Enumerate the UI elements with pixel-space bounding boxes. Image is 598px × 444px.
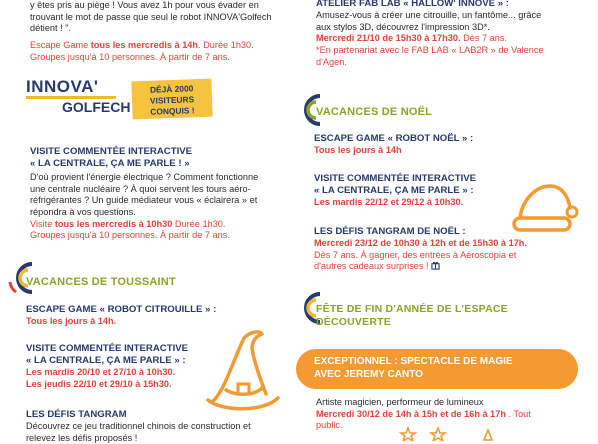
visite-schedule: Visite tous les mercredis à 10h30 Durée 1h30. Groupes jusqu'à 10 personnes. À partir de 7 ans. [30,218,230,241]
tangram2-block [314,226,594,273]
innova-golfech-logo: INNOVA' GOLFECH [26,77,131,115]
magie-schedule: Mercredi 30/12 de 14h à 15h et de 16h à 17h . Tout public. [316,408,531,431]
tangram2-schedule: Mercredi 23/12 de 10h30 à 12h et de 15h30 à 17h. Dès 7 ans. À gagner, des entrées à Aéroscopia et d'autres cadeaux surprises ! [314,237,527,272]
visite3-schedule: Les mardis 22/12 et 29/12 à 10h30. [314,196,464,207]
visite-block [30,146,300,242]
witch-hat-icon [204,328,282,414]
visitors-badge: DÉJÀ 2000 VISITEURS CONQUIS ! [131,79,212,120]
visite-subtitle: « LA CENTRALE, ÇA ME PARLE ! » [30,157,190,169]
atelier-schedule: Mercredi 21/10 de 15h30 à 17h30. Dès 7 ans. [316,33,508,44]
tangram-block [26,409,296,444]
intro-line: détient ! ". [30,23,72,34]
visite2-title: VISITE COMMENTÉE INTERACTIVE [26,343,189,354]
tangram-title: LES DÉFIS TANGRAM [26,409,127,420]
visite3-subtitle: « LA CENTRALE, ÇA ME PARLE » : [314,184,474,196]
visite2-subtitle: « LA CENTRALE, ÇA ME PARLE » : [26,354,186,366]
visite-title: VISITE COMMENTÉE INTERACTIVE [30,146,193,157]
intro-line: y êtes pris au piège ! Vous avez 1h pour vous évader en [30,0,259,10]
visite-description: D'où provient l'énergie électrique ? Comment fonctionne une centrale nucléaire ? À quoi servent les tours aéro- réfrigérantes ? Un guide médiateur vous « éclairera » et répondra à vos questions. [30,171,259,218]
visite2-schedule: Les jeudis 22/10 et 29/10 à 15h30. [26,378,172,389]
tangram2-title: LES DÉFIS TANGRAM DE NOËL : [314,226,466,237]
robot-noel-block [314,133,574,157]
visite3-block [314,173,534,209]
intro-line: trouvant le mot de passe que seul le robot INNOVA'Golfech [30,11,272,22]
noel-header: VACANCES DE NOËL [316,106,433,118]
robot-noel-schedule: Tous les jours à 14h [314,144,402,155]
toussaint-header: VACANCES DE TOUSSAINT [26,276,176,288]
visite2-schedule: Les mardis 20/10 et 27/10 à 10h30. [26,366,176,377]
atelier-block [316,0,596,68]
atelier-description: Amusez-vous à créer une citrouille, un fantôme... grâce aux stylos 3D, découvrez l'impression 3D*. [316,9,542,32]
intro-paragraph [30,0,300,35]
fete-header: FÊTE DE FIN D'ANNÉE DE L'ESPACE DÉCOUVERTE [316,303,508,328]
magic-show-banner: EXCEPTIONNEL : SPECTACLE DE MAGIE AVEC JEREMY CANTO [296,349,578,389]
escape-schedule: Escape Game tous les mercredis à 14h. Durée 1h30. Groupes jusqu'à 10 personnes. À partir de 7 ans. [30,40,254,62]
atelier-partner-note: *En partenariat avec le FAB LAB « LAB2R » de Valence d'Agen. [316,45,544,67]
citrouille-schedule: Tous les jours à 14h. [26,315,117,326]
gift-icon [431,261,440,270]
robot-noel-title: ESCAPE GAME « ROBOT NOËL » : [314,133,474,144]
atelier-title: ATELIER FAB LAB « HALLOW' INNOVE » : [316,0,509,9]
stars-decoration-icon [398,426,518,441]
tangram-description: Découvrez ce jeu traditionnel chinois de construction et relevez les défis proposés ! [26,420,251,443]
magie-description: Artiste magicien, performeur de lumineux [316,397,484,407]
citrouille-block [26,304,286,328]
visite3-title: VISITE COMMENTÉE INTERACTIVE [314,173,477,184]
citrouille-title: ESCAPE GAME « ROBOT CITROUILLE » : [26,304,217,315]
